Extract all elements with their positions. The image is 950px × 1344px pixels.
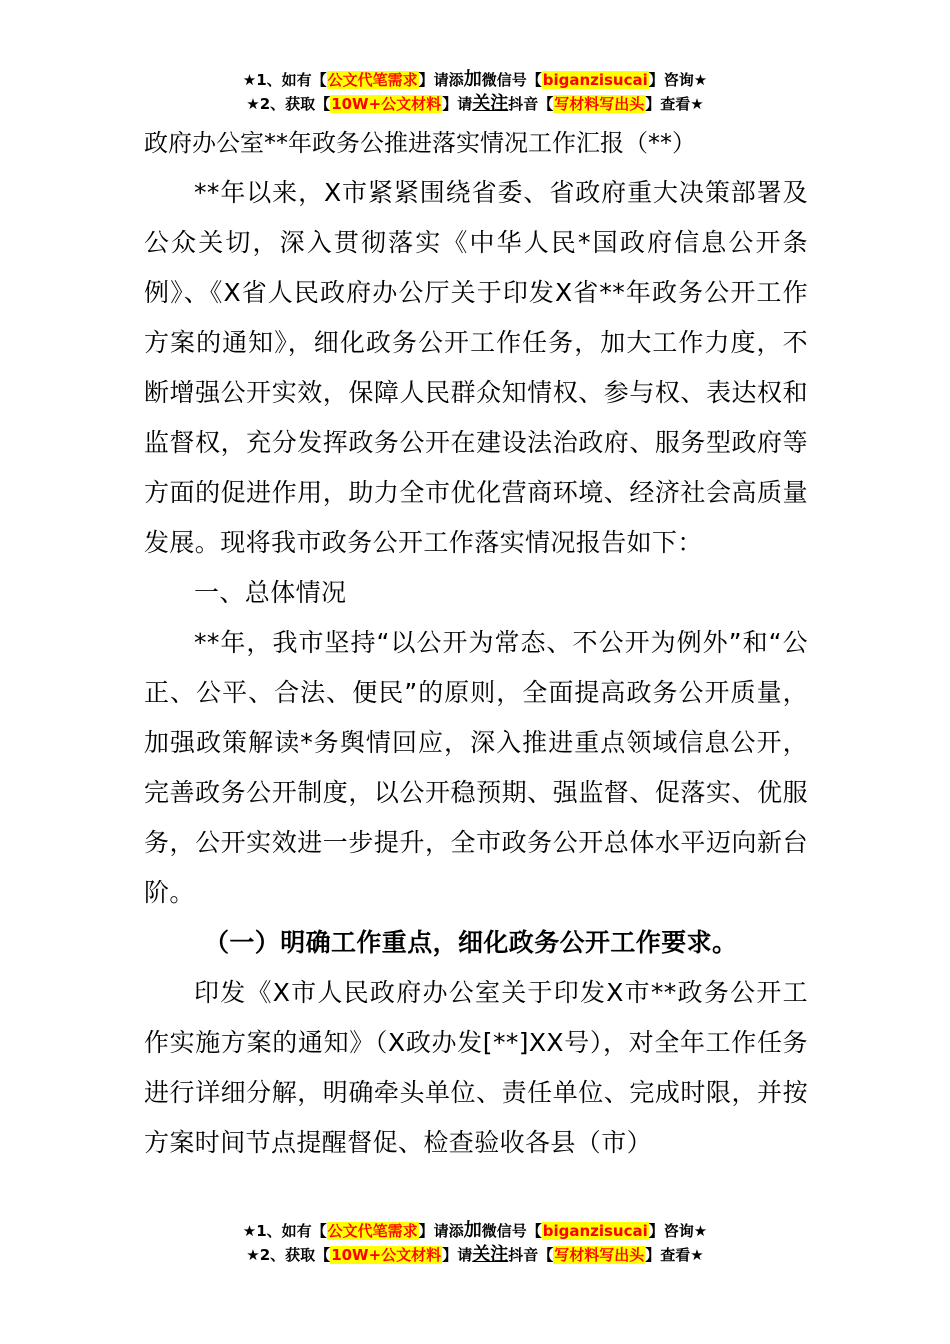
promo-line-1 — [0, 68, 950, 92]
promo-text: ★1、如有【 — [242, 1222, 327, 1240]
promo-line-1 — [0, 1219, 950, 1243]
promo-text: 】查看★ — [645, 95, 704, 113]
promo-text: 】请添 — [418, 1222, 464, 1240]
promo-line-2 — [0, 92, 950, 116]
promo-text: 抖音【 — [508, 95, 554, 113]
promo-highlight: 公文代笔需求 — [327, 1222, 418, 1240]
promo-highlight: 写材料写出头 — [554, 95, 645, 113]
promo-highlight: 公文代笔需求 — [327, 71, 418, 89]
intro-paragraph: **年以来，X市紧紧围绕省委、省政府重大决策部署及公众关切，深入贯彻落实《中华人民*国政府信息公开条例》、《X省人民政府办公厅关于印发X省**年政务公开工作方案的通知》，细化政务公开工作任务，加大工作力度，不断增强公开实效，保障人民群众知情权、参与权、表达权和监督权，充分发挥政务公开在建设法治政府、服务型政府等方面的促进作用，助力全市优化营商环境、经济社会高质量发展。现将我市政务公开工作落实情况报告如下： — [144, 178, 808, 557]
promo-highlight: biganzisucai — [542, 71, 648, 89]
promo-highlight: 10W+公文材料 — [331, 95, 442, 113]
promo-text: 微信号【 — [481, 1222, 542, 1240]
promo-text: 】咨询★ — [648, 1222, 708, 1240]
document-title: 政府办公室**年政务公推进落实情况工作汇报（**） — [144, 129, 696, 157]
section-heading: 一、总体情况 — [194, 578, 347, 607]
promo-highlight: 10W+公文材料 — [331, 1246, 442, 1264]
footer-promo-banner — [0, 1219, 950, 1267]
promo-text: 】请 — [442, 95, 473, 113]
promo-emphasis: 关注 — [472, 1244, 509, 1265]
promo-highlight: biganzisucai — [542, 1222, 648, 1240]
promo-text: ★2、获取【 — [246, 1246, 331, 1264]
promo-text: ★2、获取【 — [246, 95, 331, 113]
promo-text: 】请添 — [418, 71, 464, 89]
subsection-heading: （一）明确工作重点，细化政务公开工作要求。 — [204, 928, 738, 957]
promo-emphasis: 关注 — [472, 93, 509, 114]
promo-text: 】咨询★ — [648, 71, 708, 89]
promo-text: ★1、如有【 — [242, 71, 327, 89]
promo-emphasis: 加 — [463, 69, 482, 90]
overview-paragraph: **年，我市坚持“以公开为常态、不公开为例外”和“公正、公平、合法、便民”的原则，全面提高政务公开质量，加强政策解读*务舆情回应，深入推进重点领域信息公开，完善政务公开制度，以公开稳预期、强监督、促落实、优服务，公开实效进一步提升，全市政务公开总体水平迈向新台阶。 — [144, 628, 808, 907]
body-paragraph: 印发《X市人民政府办公室关于印发X市**政务公开工作实施方案的通知》（X政办发[**]XX号），对全年工作任务进行详细分解，明确牵头单位、责任单位、完成时限，并按方案时间节点提醒督促、检查验收各县（市） — [144, 978, 808, 1157]
promo-emphasis: 加 — [463, 1220, 482, 1241]
document-body — [144, 118, 808, 1168]
promo-text: 抖音【 — [508, 1246, 554, 1264]
promo-text: 】请 — [442, 1246, 473, 1264]
promo-line-2 — [0, 1243, 950, 1267]
header-promo-banner — [0, 68, 950, 116]
promo-text: 微信号【 — [481, 71, 542, 89]
promo-text: 】查看★ — [645, 1246, 704, 1264]
promo-highlight: 写材料写出头 — [554, 1246, 645, 1264]
